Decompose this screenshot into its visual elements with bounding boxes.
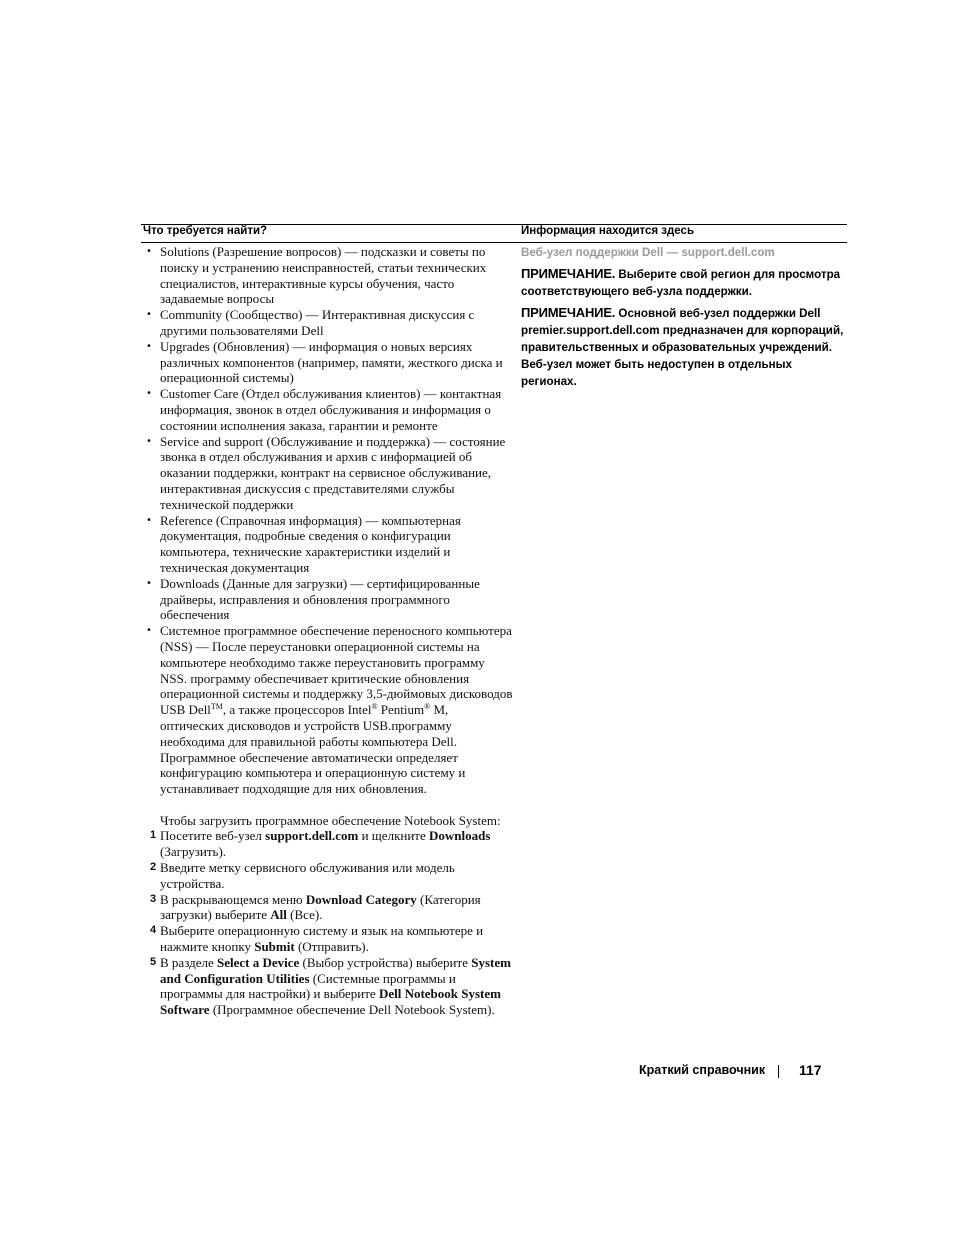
list-item: • Upgrades (Обновления) — информация о новых версиях различных компонентов (например, памяти, жесткого диска и операционной системы) [146,338,503,386]
step-item: 4 Выберите операционную систему и язык на компьютере и нажмите кнопку Submit (Отправить). [150,923,484,955]
footer-title: Краткий справочник [639,1063,766,1077]
list-item: • Community (Сообщество) — Интерактивная дискуссия с другими пользователями Dell [146,307,475,338]
download-steps [141,828,515,1018]
bullet-icon: • [146,246,152,257]
list-item: • Service and support (Обслуживание и поддержка) — состояние звонка в отдел обслуживания и архив с информацией об оказании поддержки, контракт на сервисное обслуживание, интерактивная дискуссия с представителями службы технической поддержки [146,433,506,512]
list-item: • Reference (Справочная информация) — компьютерная документация, подробные сведения о конфигурации компьютера, технические характеристики изделий и техническая документация [146,512,461,575]
step-item: 3 В раскрывающемся меню Download Category (Категория загрузки) выберите All (Все). [150,891,481,923]
bullet-icon: • [146,435,152,447]
bullet-icon: • [146,388,152,400]
header-where-found: Информация находится здесь [521,225,695,237]
support-site-link: Веб-узел поддержки Dell — support.dell.com [521,246,775,259]
page-footer [610,1062,822,1082]
topic-list [141,244,515,797]
step-item: 2 Введите метку сервисного обслуживания или модель устройства. [150,860,455,891]
step-item: 1 Посетите веб-узел support.dell.com и щелкните Downloads (Загрузить). [150,828,491,860]
note-label: ПРИМЕЧАНИЕ. [521,266,616,281]
download-intro: Чтобы загрузить программное обеспечение Notebook System: [160,812,501,828]
note-label: ПРИМЕЧАНИЕ. [521,305,616,320]
right-column [521,244,847,390]
list-item: • Customer Care (Отдел обслуживания клиентов) — контактная информация, звонок в отдел обслуживания и информация о состоянии исполнения заказа, гарантии и ремонте [146,386,502,433]
list-item-nss: • Системное программное обеспечение переносного компьютера (NSS) — После переустановки операционной системы на компьютере необходимо также переустановить программу NSS. программу обеспечивает критические обновления операционной системы и поддержку 3,5-дюймовых дисководов USB Dell™, а также процессоров Intel® Pentium® M, оптических дисководов и устройств USB.программу необходима для правильной работы компьютера Dell. Программное обеспечение автоматически определяет конфигурацию компьютера и операционную систему и устанавливает подходящие для них обновления. [146,623,513,797]
footer-divider [778,1065,779,1078]
bullet-icon: • [146,514,152,526]
bullet-icon: • [146,577,152,589]
header-what-to-find: Что требуется найти? [143,225,268,237]
bullet-icon: • [146,340,152,352]
step-item: 5 В разделе Select a Device (Выбор устройства) выберите System and Configuration Utilities (Системные программы и программы для настройки) и выберите Dell Notebook System Software (Программное обеспечение Dell Notebook System). [150,954,511,1018]
list-item: • Solutions (Разрешение вопросов) — подсказки и советы по поиску и устранению неисправностей, статьи технических специалистов, интерактивные курсы обучения, часто задаваемые вопросы [146,244,487,307]
note-premier: ПРИМЕЧАНИЕ. Основной веб-узел поддержки Dell premier.support.dell.com предназначен для корпораций, правительственных и образовательных учреждений. Веб-узел может быть недоступен в отдельных регионах. [521,305,844,388]
bullet-icon: • [146,309,152,321]
table-header-rule [141,242,847,243]
list-item: • Downloads (Данные для загрузки) — сертифицированные драйверы, исправления и обновления программного обеспечения [146,575,480,623]
page-number: 117 [799,1062,822,1078]
note-region: ПРИМЕЧАНИЕ. Выберите свой регион для просмотра соответствующего веб-узла поддержки. [521,266,841,298]
left-column [141,244,515,1018]
bullet-icon: • [146,625,152,637]
